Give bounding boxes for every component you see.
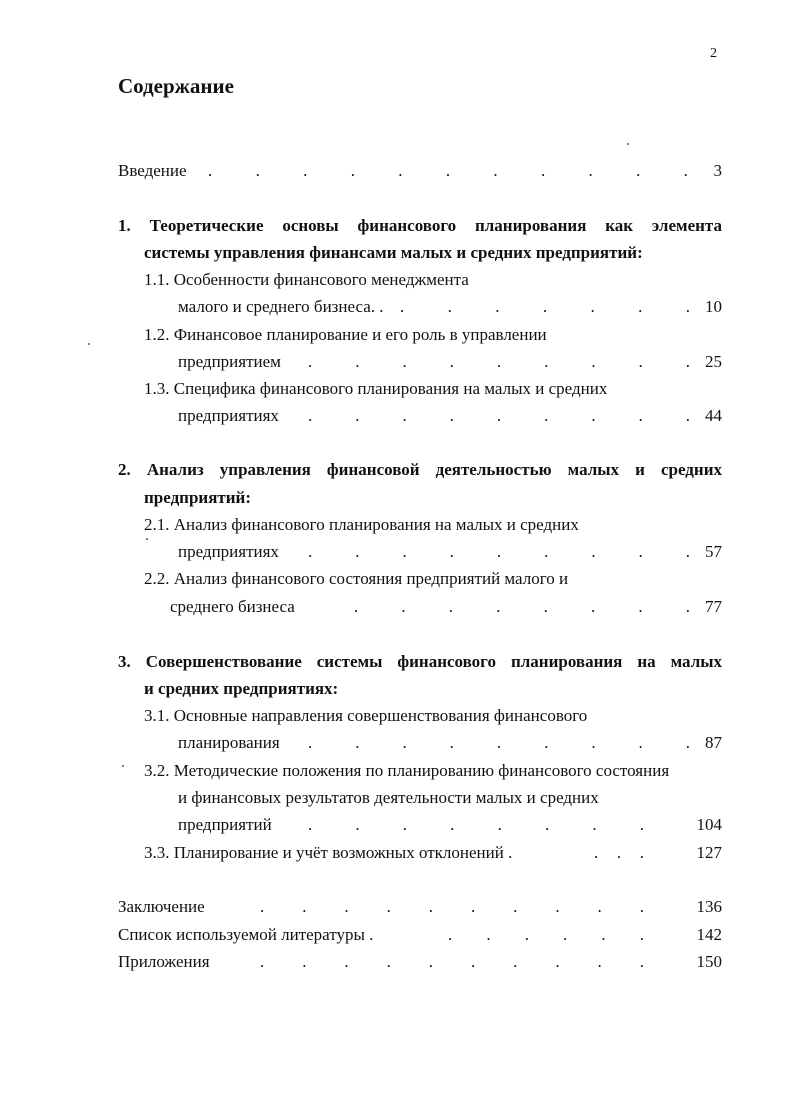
leader-dot: . <box>638 297 643 316</box>
scan-speck <box>122 765 124 767</box>
leader-dot: . <box>308 733 313 752</box>
leader-dot: . <box>683 161 688 180</box>
leader-dot: . <box>601 925 606 944</box>
leader-dot: . <box>208 161 213 180</box>
leader-dot: . <box>470 897 476 916</box>
leader-dot: . <box>428 952 433 971</box>
leader-dot: . <box>638 597 643 616</box>
leader-dot: . <box>563 925 568 944</box>
toc-section-label: и финансовых результатов деятельности малых и средних <box>178 788 599 807</box>
leader-dot: . <box>496 352 502 371</box>
leader-dot: . <box>398 161 403 180</box>
toc-section-label: 3.3. Планирование и учёт возможных отклонений . <box>144 843 513 862</box>
leader-dot: . <box>355 542 360 561</box>
leader-dot: . <box>497 815 502 834</box>
leader-dot: . <box>592 815 597 834</box>
page-number: 2 <box>710 46 717 61</box>
leader-dot: . <box>495 297 500 316</box>
scan-speck <box>88 343 90 345</box>
leader-dot: . <box>355 815 360 834</box>
leader-dot: . <box>449 406 454 425</box>
leader-dot: . <box>555 952 560 971</box>
leader-dot: . <box>597 897 602 916</box>
leader-dot: . <box>355 352 360 371</box>
toc-section-label: предприятиях <box>178 406 279 425</box>
toc-entry-label: Список используемой литературы . <box>118 925 374 944</box>
leader-dot: . <box>513 897 518 916</box>
leader-dot: . <box>591 406 596 425</box>
leader-dot: . <box>594 843 599 862</box>
leader-dot: . <box>308 815 313 834</box>
toc-leader-dots <box>354 596 690 618</box>
leader-dot: . <box>544 815 550 834</box>
leader-dot: . <box>449 542 454 561</box>
toc-entry-page: 150 <box>696 952 722 971</box>
leader-dot: . <box>555 897 560 916</box>
leader-dot: . <box>308 542 313 561</box>
leader-dot: . <box>588 161 593 180</box>
toc-leader-dots <box>260 951 644 973</box>
leader-dot: . <box>402 815 408 834</box>
leader-dot: . <box>685 297 690 316</box>
leader-dot: . <box>591 542 596 561</box>
leader-dot: . <box>685 597 690 616</box>
toc-leader-dots <box>260 896 644 918</box>
leader-dot: . <box>639 952 644 971</box>
toc-section-label: предприятием <box>178 352 281 371</box>
toc-leader-dots <box>308 541 690 563</box>
toc-entry-page: 104 <box>696 815 722 834</box>
toc-entry-label: Введение <box>118 161 187 180</box>
scan-speck <box>627 143 629 145</box>
toc-section-label: предприятиях <box>178 542 279 561</box>
leader-dot: . <box>260 952 265 971</box>
leader-dot: . <box>496 733 502 752</box>
leader-dot: . <box>386 897 391 916</box>
leader-dot: . <box>639 815 644 834</box>
leader-dot: . <box>255 161 260 180</box>
leader-dot: . <box>639 897 644 916</box>
toc-entry-page: 3 <box>713 161 722 180</box>
scan-speck <box>146 538 148 540</box>
leader-dot: . <box>355 406 360 425</box>
chapter-heading: 1. Теоретические основы финансового планирования как элемента <box>118 216 722 235</box>
leader-dot: . <box>636 161 641 180</box>
leader-dot: . <box>591 352 596 371</box>
leader-dot: . <box>591 733 596 752</box>
toc-section-label: 3.2. Методические положения по планированию финансового состояния <box>144 761 670 780</box>
leader-dot: . <box>513 952 518 971</box>
toc-entry-page: 57 <box>705 542 722 561</box>
leader-dot: . <box>344 952 349 971</box>
leader-dot: . <box>448 597 454 616</box>
leader-dot: . <box>402 352 407 371</box>
leader-dot: . <box>402 542 407 561</box>
toc-entry-page: 136 <box>696 897 722 916</box>
leader-dot: . <box>470 952 476 971</box>
leader-dot: . <box>344 897 349 916</box>
leader-dot: . <box>639 843 644 862</box>
leader-dot: . <box>493 161 498 180</box>
leader-dot: . <box>496 597 501 616</box>
toc-section-label: 1.1. Особенности финансового менеджмента <box>144 270 469 289</box>
toc-entry-page: 25 <box>705 352 722 371</box>
chapter-heading: предприятий: <box>144 488 252 507</box>
chapter-heading: 3. Совершенствование системы финансового планирования на малых <box>118 652 722 671</box>
toc-leader-dots <box>308 732 690 754</box>
leader-dot: . <box>428 897 433 916</box>
toc-title: Содержание <box>118 74 234 98</box>
toc-section-label: среднего бизнеса <box>170 597 295 616</box>
leader-dot: . <box>685 542 690 561</box>
toc-entry-page: 10 <box>705 297 722 316</box>
leader-dot: . <box>445 161 451 180</box>
toc-leader-dots <box>594 842 644 864</box>
leader-dot: . <box>401 597 406 616</box>
chapter-heading: системы управления финансами малых и средних предприятий: <box>144 243 643 262</box>
chapter-heading: 2. Анализ управления финансовой деятельностью малых и средних <box>118 460 722 479</box>
leader-dot: . <box>402 733 407 752</box>
leader-dot: . <box>542 297 548 316</box>
toc-leader-dots <box>448 924 644 946</box>
leader-dot: . <box>638 733 643 752</box>
toc-section-label: 2.1. Анализ финансового планирования на малых и средних <box>144 515 579 534</box>
leader-dot: . <box>543 597 548 616</box>
toc-section-label: планирования <box>178 733 280 752</box>
leader-dot: . <box>308 352 313 371</box>
leader-dot: . <box>590 297 595 316</box>
leader-dot: . <box>354 597 359 616</box>
toc-entry-page: 44 <box>705 406 722 425</box>
leader-dot: . <box>402 406 407 425</box>
leader-dot: . <box>449 733 454 752</box>
toc-section-label: 1.2. Финансовое планирование и его роль в управлении <box>144 325 547 344</box>
toc-leader-dots <box>308 814 644 836</box>
leader-dot: . <box>544 542 549 561</box>
chapter-heading: и средних предприятиях: <box>144 679 339 698</box>
leader-dot: . <box>638 352 643 371</box>
leader-dot: . <box>639 925 644 944</box>
leader-dot: . <box>350 161 355 180</box>
leader-dot: . <box>308 406 313 425</box>
toc-section-label: 3.1. Основные направления совершенствования финансового <box>144 706 588 725</box>
leader-dot: . <box>448 925 453 944</box>
toc-leader-dots <box>308 405 690 427</box>
toc-entry-label: Приложения <box>118 952 210 971</box>
leader-dot: . <box>590 597 596 616</box>
leader-dot: . <box>303 161 308 180</box>
toc-entry-page: 127 <box>696 843 722 862</box>
leader-dot: . <box>616 843 622 862</box>
leader-dot: . <box>449 352 454 371</box>
leader-dot: . <box>638 406 643 425</box>
leader-dot: . <box>685 406 690 425</box>
leader-dot: . <box>540 161 546 180</box>
leader-dot: . <box>685 733 690 752</box>
leader-dot: . <box>524 925 529 944</box>
toc-leader-dots <box>400 296 690 318</box>
leader-dot: . <box>496 542 502 561</box>
leader-dot: . <box>447 297 452 316</box>
leader-dot: . <box>544 406 549 425</box>
toc-entry-page: 142 <box>696 925 722 944</box>
leader-dot: . <box>544 352 549 371</box>
leader-dot: . <box>486 925 491 944</box>
leader-dot: . <box>496 406 502 425</box>
leader-dot: . <box>302 952 307 971</box>
toc-section-label: 2.2. Анализ финансового состояния предприятий малого и <box>144 569 569 588</box>
leader-dot: . <box>260 897 265 916</box>
leader-dot: . <box>597 952 602 971</box>
leader-dot: . <box>638 542 643 561</box>
toc-section-label: малого и среднего бизнеса. . <box>178 297 384 316</box>
leader-dot: . <box>355 733 360 752</box>
leader-dot: . <box>544 733 549 752</box>
toc-entry-page: 87 <box>705 733 722 752</box>
leader-dot: . <box>386 952 391 971</box>
toc-entry-label: Заключение <box>118 897 205 916</box>
toc-leader-dots <box>308 351 690 373</box>
leader-dot: . <box>400 297 405 316</box>
leader-dot: . <box>450 815 455 834</box>
toc-leader-dots <box>208 160 688 182</box>
leader-dot: . <box>685 352 690 371</box>
toc-section-label: 1.3. Специфика финансового планирования на малых и средних <box>144 379 608 398</box>
toc-section-label: предприятий <box>178 815 272 834</box>
toc-entry-page: 77 <box>705 597 722 616</box>
leader-dot: . <box>302 897 307 916</box>
